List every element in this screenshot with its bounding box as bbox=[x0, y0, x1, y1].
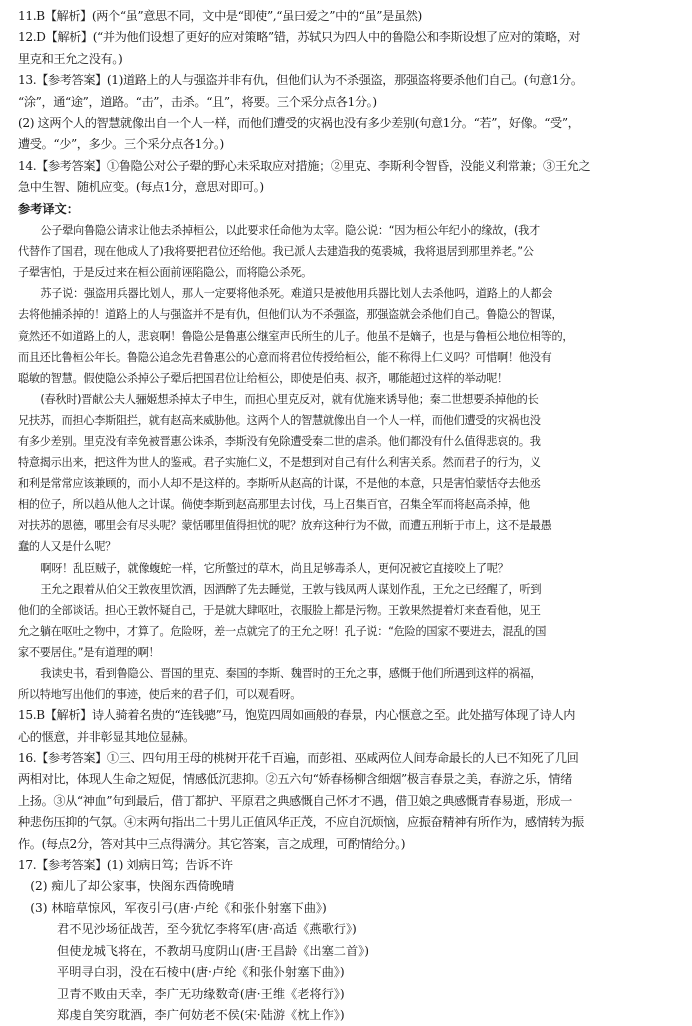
text-line: 种悲伤压抑的气氛。④末两句指出二十男儿正值风华正茂，不应自沉烦恼，应振奋精神有所作为，感情转为振 bbox=[18, 815, 584, 830]
text-line: 17.【参考答案】(1) 刘病日笃；告诉不许 bbox=[18, 858, 233, 873]
text-line: 12.D【解析】(“并为他们设想了更好的应对策略”错，苏轼只为四人中的鲁隐公和李斯设想了应对的策略，对 bbox=[18, 30, 581, 45]
text-line: 蠢的人又是什么呢？ bbox=[18, 540, 116, 554]
text-line: 作。(每点2分，答对其中三点得满分。其它答案，言之成理，可酌情给分。) bbox=[18, 836, 406, 851]
text-line: 我读史书，看到鲁隐公、晋国的里克、秦国的李斯、魏晋时的王允之事，感慨于他们所遇到这样的祸福， bbox=[40, 667, 542, 681]
text-line: 而且还比鲁桓公年长。鲁隐公追念先君鲁惠公的心意而将君位传授给桓公，能不称得上仁义吗？可惜啊！他没有 bbox=[18, 350, 552, 364]
text-line: 家不要居住。”是有道理的啊！ bbox=[18, 645, 160, 659]
text-line: 他们的全部谈话。担心王敦怀疑自己，于是就大肆呕吐，衣服脸上都是污物。王敦果然提着灯来查看他，见王 bbox=[18, 603, 541, 617]
text-line: 君不见沙场征战苦，至今犹忆李将军(唐·高适《燕歌行》) bbox=[57, 922, 357, 937]
text-line: 里克和王允之没有。) bbox=[18, 51, 123, 66]
text-line: 平明寻白羽，没在石棱中(唐·卢纶《和张仆射塞下曲》) bbox=[57, 965, 345, 980]
text-line: 特意揭示出来，把这件为世人的鉴戒。君子实施仁义，不是想到对自己有什么利害关系。然而君子的行为，义 bbox=[18, 456, 541, 470]
text-line: 子翚害怕，于是反过来在桓公面前诬陷隐公，而将隐公杀死。 bbox=[18, 266, 312, 280]
text-line: 对扶苏的恩德，哪里会有尽头呢？蒙恬哪里值得担忧的呢？放弃这种行为不做，而遭五刑斩于市上，这不是最愚 bbox=[18, 519, 552, 533]
text-line: (2) 这两个人的智慧就像出自一个人一样，而他们遭受的灾祸也没有多少差别(句意1分。“若”，好像。“受”， bbox=[18, 116, 580, 131]
text-line: 所以特地写出他们的事迹，使后来的君子们，可以观看呀。 bbox=[18, 688, 302, 702]
text-line: 王允之跟着从伯父王敦夜里饮酒，因酒醉了先去睡觉，王敦与钱凤两人谋划作乱，王允之已经醒了，听到 bbox=[40, 582, 542, 596]
text-line: 15.B【解析】诗人骑着名贵的“连钱骢”马，饱览四周如画般的春景，内心惬意之至。此处描写体现了诗人内 bbox=[18, 708, 576, 723]
text-line: “涂”，通“途”，道路。“击”，击杀。“且”，将要。三个采分点各1分。) bbox=[18, 94, 377, 109]
text-line: 参考译文： bbox=[18, 201, 79, 216]
text-line: 啊呀！乱臣贼子，就像蝮蛇一样，它所螫过的草木，尚且足够毒杀人，更何况被它直接咬上了呢？ bbox=[40, 561, 509, 575]
text-line: 有多少差别。里克没有幸免被晋惠公诛杀，李斯没有免除遭受秦二世的虐杀。他们都没有什么值得悲哀的。我 bbox=[18, 435, 541, 448]
text-line: 和利是常常应该兼顾的，而小人却不是这样的。李斯听从赵高的计谋，不是他的本意，只是害怕蒙恬夺去他丞 bbox=[18, 477, 541, 491]
text-line: 卫青不败由天幸，李广无功缘数奇(唐·王维《老将行》) bbox=[57, 986, 345, 1001]
text-line: 兄扶苏，而担心李斯阻拦，就有赵高来威胁他。这两个人的智慧就像出自一个人一样，而他们遭受的灾祸也没 bbox=[18, 413, 541, 427]
text-line: 允之躺在呕吐之物中，才算了。危险呀，差一点就完了的王允之呀！孔子说：“危险的国家不要进去，混乱的国 bbox=[18, 624, 547, 638]
text-line: 13.【参考答案】(1)道路上的人与强盗并非有仇，但他们认为不杀强盗，那强盗将要杀他们自己。(句意1分。 bbox=[18, 73, 583, 88]
text-line: 代替作了国君，现在他成人了)我将要把君位还给他。我已派人去建造我的菟裘城，我将退居到那里养老。”公 bbox=[18, 245, 534, 259]
text-line: 竟然还不如道路上的人，悲哀啊！鲁隐公是鲁惠公继室声氏所生的儿子。他虽不是嫡子，也是与鲁桓公地位相等的， bbox=[18, 329, 574, 343]
text-line: 急中生智、随机应变。(每点1分，意思对即可。) bbox=[18, 180, 264, 195]
text-line: (春秋时)晋献公夫人骊姬想杀掉太子申生，而担心里克反对，就有优施来诱导他；秦二世想要杀掉他的长 bbox=[40, 392, 539, 406]
text-line: 聪敏的智慧。假使隐公杀掉公子翚后把国君位让给桓公，即使是伯夷、叔齐，哪能超过这样的举动呢！ bbox=[18, 371, 508, 385]
text-line: 但使龙城飞将在，不教胡马度阴山(唐·王昌龄《出塞二首》) bbox=[57, 943, 370, 958]
text-line: 公子翚向鲁隐公请求让他去杀掉桓公，以此要求任命他为太宰。隐公说：“因为桓公年纪小的缘故，(我才 bbox=[40, 224, 540, 238]
text-line: 14.【参考答案】①鲁隐公对公子翚的野心未采取应对措施；②里克、李斯利令智昏，没能义利常兼；③王允之 bbox=[18, 158, 591, 173]
text-line: 16.【参考答案】①三、四句用王母的桃树开花千百遍，而彭祖、巫咸两位人间寿命最长的人已不知死了几回 bbox=[18, 751, 579, 766]
text-line: 上扬。③从“神血”句到最后，借丁都护、平原君之典感慨自己怀才不遇，借卫娘之典感慨青春易逝，形成一 bbox=[18, 793, 572, 808]
text-line: 11.B【解析】(两个“虽”意思不同，文中是“即使”,“虽曰爱之”中的“虽”是虽然) bbox=[18, 9, 422, 23]
text-line: 两相对比，体现人生命之短促，情感低沉悲抑。②五六句“娇春杨柳含细烟”极言春景之美，春游之乐，情绪 bbox=[18, 772, 572, 787]
text-line: (2) 痴儿了却公家事，快阁东西倚晚晴 bbox=[30, 879, 235, 894]
text-line: 相的位子，所以趋从他人之计谋。倘使李斯到赵高那里去讨伐，马上召集百官，召集全军而将赵高杀掉，他 bbox=[18, 498, 530, 512]
text-line: 心的惬意，并非彰显其地位显赫。 bbox=[18, 729, 195, 744]
text-line: 去将他捕杀掉的！道路上的人与强盗并不是有仇，但他们认为不杀强盗，那强盗就会杀他们自己。鲁隐公的智谋， bbox=[18, 308, 563, 322]
text-line: (3) 林暗草惊风，军夜引弓(唐·卢纶《和张仆射塞下曲》) bbox=[30, 900, 327, 915]
text-line: 苏子说：强盗用兵器比划人，那人一定要将他杀死。难道只是被他用兵器比划人去杀他吗，道路上的人都会 bbox=[40, 287, 553, 301]
text-line: 郑虔自笑穷耽酒，李广何妨老不侯(宋·陆游《枕上作》) bbox=[57, 1007, 345, 1022]
text-line: 遭受。“少”，多少。三个采分点各1分。) bbox=[18, 137, 224, 152]
